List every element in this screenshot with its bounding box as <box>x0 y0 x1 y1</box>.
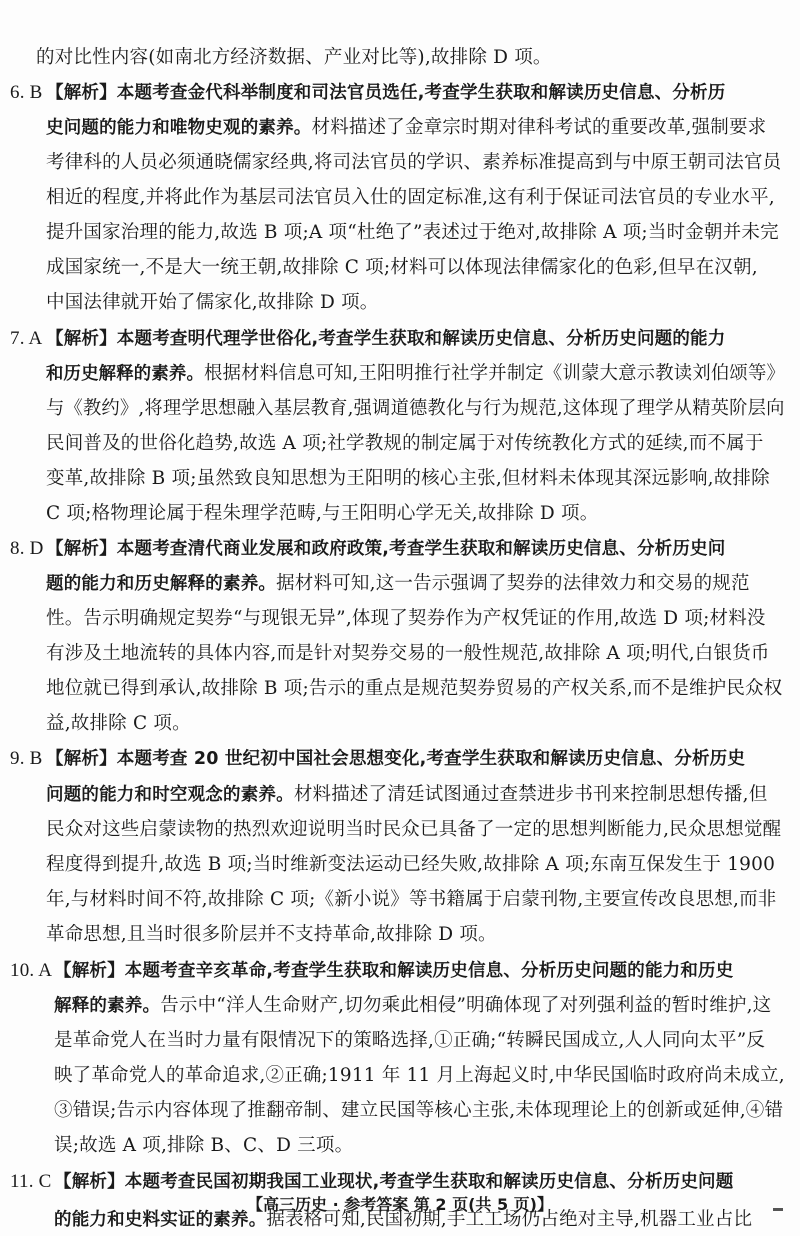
text-line <box>46 499 598 529</box>
analysis-body-text: 地位就已得到承认,故排除 B 项;告示的重点是规范契券贸易的产权关系,而不是维护民众权 <box>46 678 783 699</box>
analysis-heading-text: 【解析】本题考查明代理学世俗化,考查学生获取和解读历史信息、分析历史问题的能力 <box>46 329 726 349</box>
text-line <box>46 604 766 634</box>
analysis-heading-text: 【解析】本题考查辛亥革命,考查学生获取和解读历史信息、分析历史问题的能力和历史 <box>54 961 734 981</box>
analysis-body-text: 误;故选 A 项,排除 B、C、D 三项。 <box>54 1135 354 1156</box>
page-footer: 【高三历史 · 参考答案 第 2 页(共 5 页)】 <box>247 1195 553 1214</box>
analysis-body-text: 是革命党人在当时力量有限情况下的策略选择,①正确;“转瞬民国成立,人人同向太平”反 <box>54 1030 766 1051</box>
analysis-body-text: 提升国家治理的能力,故选 B 项;A 项“杜绝了”表述过于绝对,故排除 A 项;当时金朝并未完 <box>46 222 779 243</box>
analysis-body-text: 有涉及土地流转的具体内容,而是针对契券交易的一般性规范,故排除 A 项;明代,白银货币 <box>46 643 770 664</box>
analysis-heading-text: 【解析】本题考查民国初期我国工业现状,考查学生获取和解读历史信息、分析历史问题 <box>54 1172 734 1192</box>
text-line <box>46 920 497 950</box>
text-line <box>54 1096 783 1126</box>
analysis-heading-text: 【解析】本题考查清代商业发展和政府政策,考查学生获取和解读历史信息、分析历史问 <box>46 539 726 559</box>
text-line <box>46 359 785 389</box>
analysis-body-text: ③错误;告示内容体现了推翻帝制、建立民国等核心主张,未体现理论上的创新或延伸,④错 <box>54 1100 784 1121</box>
question-number: 9. B <box>10 748 43 769</box>
question-first-line <box>10 744 745 774</box>
question-first-line <box>10 956 733 986</box>
analysis-body-text: 革命思想,且当时很多阶层并不支持革命,故排除 D 项。 <box>46 924 497 945</box>
question-number: 8. D <box>10 538 44 559</box>
question-first-line <box>10 534 725 564</box>
text-line <box>46 218 779 248</box>
analysis-body-text: 与《教约》,将理学思想融入基层教育,强调道德教化与行为规范,这体现了理学从精英阶层向 <box>46 398 785 419</box>
analysis-body-text: 益,故排除 C 项。 <box>46 713 191 734</box>
analysis-heading-text: 问题的能力和时空观念的素养。 <box>46 785 294 805</box>
text-line <box>46 815 781 845</box>
analysis-body-text: 据材料可知,这一告示强调了契券的法律效力和交易的规范 <box>276 573 750 594</box>
question-number: 6. B <box>10 82 43 103</box>
question-number: 11. C <box>10 1171 52 1192</box>
analysis-body-text: 材料描述了清廷试图通过查禁进步书刊来控制思想传播,但 <box>293 784 768 805</box>
question-number: 7. A <box>10 328 43 349</box>
analysis-body-text: 变革,故排除 B 项;虽然致良知思想为王阳明的核心主张,但材料未体现其深远影响,故排除 <box>46 468 770 489</box>
analysis-heading-text: 解释的素养。 <box>54 996 161 1016</box>
text-line <box>46 569 750 599</box>
text-line <box>36 43 552 73</box>
analysis-body-text: 材料描述了金章宗时期对律科考试的重要改革,强制要求 <box>311 117 767 138</box>
analysis-body-text: 成国家统一,不是大一统王朝,故排除 C 项;材料可以体现法律儒家化的色彩,但早在汉朝, <box>46 257 758 278</box>
text-line <box>46 394 785 424</box>
analysis-body-text: 映了革命党人的革命追求,②正确;1911 年 11 月上海起义时,中华民国临时政府尚未成立, <box>54 1065 785 1086</box>
text-line <box>46 850 775 880</box>
text-line <box>46 885 776 915</box>
text-line <box>54 991 771 1021</box>
analysis-heading-text: 【解析】本题考查 20 世纪初中国社会思想变化,考查学生获取和解读历史信息、分析历史 <box>46 749 746 769</box>
text-line <box>46 780 767 810</box>
analysis-body-text: 民间普及的世俗化趋势,故选 A 项;社学教规的制定属于对传统教化方式的延续,而不属于 <box>46 433 764 454</box>
text-line <box>46 288 378 318</box>
text-line <box>54 1131 353 1161</box>
analysis-body-text: 年,与材料时间不符,故排除 C 项;《新小说》等书籍属于启蒙刊物,主要宣传改良思想,而非 <box>46 889 777 910</box>
analysis-body-text: 考律科的人员必须通晓儒家经典,将司法官员的学识、素养标准提高到与中原王朝司法官员 <box>46 152 782 173</box>
text-line <box>46 148 781 178</box>
scan-mark <box>773 1208 783 1211</box>
text-line <box>54 1026 765 1056</box>
analysis-body-text: 程度得到提升,故选 B 项;当时维新变法运动已经失败,故排除 A 项;东南互保发生于 1900 <box>46 854 776 875</box>
text-line <box>46 183 775 213</box>
text-line <box>46 674 782 704</box>
analysis-body-text: 的对比性内容(如南北方经济数据、产业对比等),故排除 D 项。 <box>36 47 552 68</box>
analysis-body-text: 根据材料信息可知,王阳明推行社学并制定《训蒙大意示教读刘伯颂等》 <box>204 363 786 384</box>
analysis-heading-text: 题的能力和历史解释的素养。 <box>46 574 277 594</box>
text-line <box>46 429 764 459</box>
text-line <box>46 709 191 739</box>
analysis-body-text: 告示中“洋人生命财产,切勿乘此相侵”明确体现了对列强利益的暂时维护,这 <box>160 995 772 1016</box>
analysis-heading-text: 和历史解释的素养。 <box>46 364 205 384</box>
analysis-body-text: 性。告示明确规定契券“与现银无异”,体现了契券作为产权凭证的作用,故选 D 项;材料没 <box>46 608 766 629</box>
text-line <box>46 639 770 669</box>
text-line <box>54 1061 785 1091</box>
text-line <box>46 113 766 143</box>
question-first-line <box>10 324 725 354</box>
analysis-body-text: 中国法律就开始了儒家化,故排除 D 项。 <box>46 292 379 313</box>
question-number: 10. A <box>10 960 53 981</box>
analysis-heading-text: 史问题的能力和唯物史观的素养。 <box>46 118 312 138</box>
analysis-heading-text: 【解析】本题考查金代科举制度和司法官员选任,考查学生获取和解读历史信息、分析历 <box>46 83 726 103</box>
text-line <box>46 464 770 494</box>
analysis-body-text: C 项;格物理论属于程朱理学范畴,与王阳明心学无关,故排除 D 项。 <box>46 503 599 524</box>
analysis-body-text: 相近的程度,并将此作为基层司法官员入仕的固定标准,这有利于保证司法官员的专业水平, <box>46 187 775 208</box>
analysis-body-text: 据表格可知,民国初期,手工工场仍占绝对主导,机器工业占比 <box>266 1208 753 1230</box>
analysis-body-text: 民众对这些启蒙读物的热烈欢迎说明当时民众已具备了一定的思想判断能力,民众思想觉醒 <box>46 819 782 840</box>
question-first-line <box>10 78 725 108</box>
text-line <box>46 253 758 283</box>
analysis-heading-text: 的能力和史料实证的素养。 <box>54 1209 267 1230</box>
